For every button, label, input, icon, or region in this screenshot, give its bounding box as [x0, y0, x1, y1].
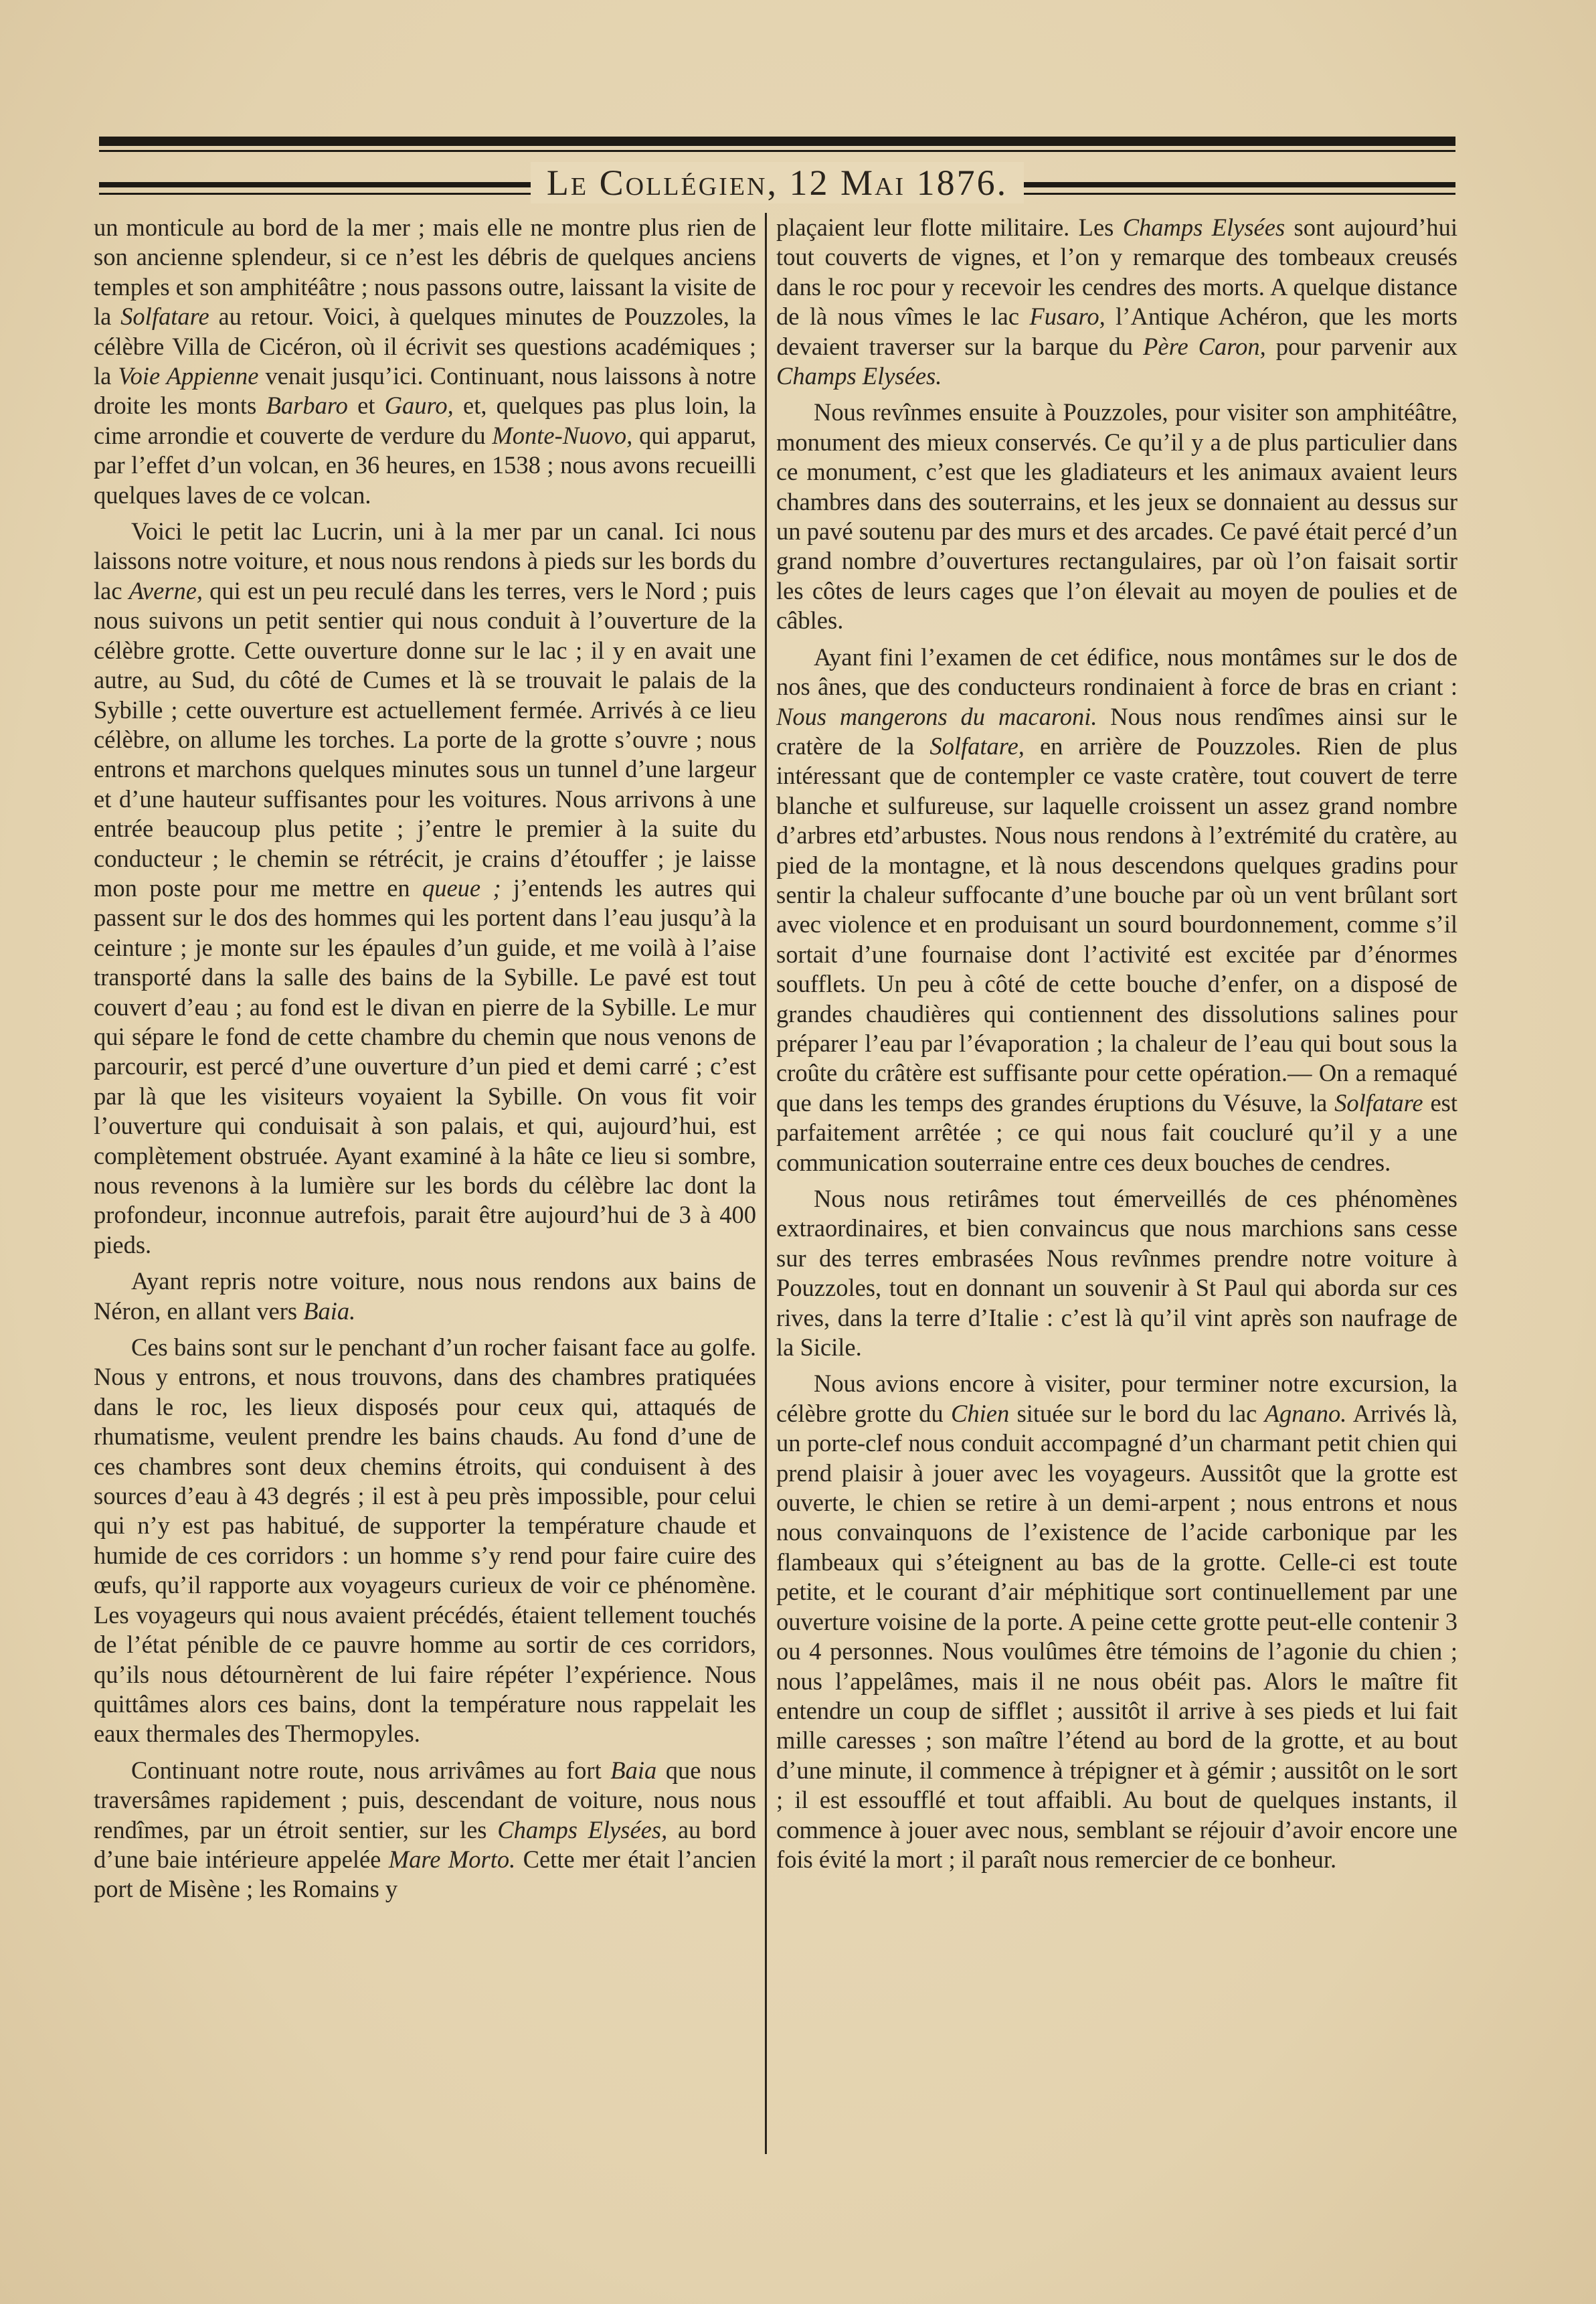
- italic-text: Barbaro: [266, 392, 348, 420]
- header-rule-thick: [99, 137, 1455, 146]
- text: Arrivés là, un porte-clef nous conduit accompagné d’un charmant petit chien qui prend plaisir à jouer avec les voyageurs. Aussitôt que la grotte est ouverte, le chien se retire à un demi-arpent ; nous entrons et nous nous convainquons de l’existence de l’acide carbonique par les flambeaux qui s’éteignent au bas de la grotte. Celle-ci est toute petite, et le courant d’air méphitique sort continuellement par une ouverture voisine de la porte. A peine cette grotte peut-elle contenir 3 ou 4 personnes. Nous voulûmes être témoins de l’agonie du chien ; nous l’appelâmes, mais il ne nous obéit pas. Alors le maître fit entendre un coup de sifflet ; aussitôt il arrive à ses pieds et lui fait mille caresses ; son maître l’étend au bord de la grotte, et au bout d’une minute, il commence à trépigner et à gémir ; aussitôt on le sort ; il est essoufflé et tout affaibli. Au bout de quelques instants, il commence à jouer avec nous, semblant se réjouir d’avoir encore une fois évité la mort ; il paraît nous remercier de ce bonheur.: [776, 1399, 1457, 1873]
- italic-text: Solfatare: [1334, 1088, 1423, 1117]
- text: en arrière de Pouzzoles. Rien de plus intéressant que de contempler ce vaste cratère, tout couvert de terre blanche et sulfureuse, sur laquelle croissent un assez grand nombre d’arbres etd’arbustes. Nous nous rendons à l’extrémité du cratère, au pied de la montagne, et là nous descendons quelques gradins pour sentir la chaleur suffocante d’une bouche par où un vent brûlant sort avec violence et en produisant un sourd bourdonnement, comme s’il sortait d’une fournaise dont l’activité est excitée par d’énormes soufflets. Un peu à côté de cette bouche d’enfer, on a disposé de grandes chaudières qui contiennent des dissolutions salines pour préparer l’eau par l’évaporation ; la chaleur de l’eau qui bout sous la croûte du crâtère est suffisante pour cette opération.— On a remaqué que dans les temps des grandes éruptions du Vésuve, la: [776, 732, 1457, 1117]
- text: qui est un peu reculé dans les terres, vers le Nord ; puis nous suivons un petit sentier qui nous conduit à l’ouverture de la célèbre grotte. Cette ouverture donne sur le lac ; il y en avait une autre, au Sud, du côté de Cumes et là se trouvait le palais de la Sybille ; cette ouverture est actuellement fermée. Arrivés à ce lieu célèbre, on allume les torches. La porte de la grotte s’ouvre ; nous entrons et marchons quelques minutes sous un tunnel d’une largeur et d’une hauteur suffisantes pour les voitures. Nous arrivons à une entrée beaucoup plus petite ; j’entre le premier à la suite du conducteur ; le chemin se rétrécit, je crains d’étouffer ; je laisse mon poste pour me mettre en: [94, 576, 756, 902]
- paragraph: [94, 1756, 756, 1904]
- paragraph: [94, 517, 756, 1260]
- text: sont aujourd’hui tout couverts de vignes, et l’on y remarque des tombeaux creusés dans le roc pour y recevoir les cendres des morts. A quelque distance de là nous vîmes le lac: [776, 214, 1457, 331]
- paragraph: [94, 213, 756, 510]
- italic-text: Champs Elysées,: [497, 1815, 668, 1843]
- paragraph: [776, 398, 1457, 635]
- italic-text: Monte-Nuovo,: [492, 421, 633, 449]
- text: un monticule au bord de la mer ; mais elle ne montre plus rien de son ancienne splendeur, si ce n’est les débris de quelques anciens temples et son amphitéâtre ; nous passons outre, laissant la visite de la: [94, 214, 756, 331]
- text: Ayant fini l’examen de cet édifice, nous montâmes sur le dos de nos ânes, que des conducteurs rondinaient à force de bras en criant :: [776, 643, 1457, 701]
- text: j’entends les autres qui passent sur le dos des hommes qui les portent dans l’eau jusqu’à la ceinture ; je monte sur les épaules d’un guide, et me voilà à l’aise transporté dans la salle des bains de la Sybille. Le pavé est tout couvert d’eau ; au fond est le divan en pierre de la Sybille. Le mur qui sépare le fond de cette chambre du chemin que nous venons de parcourir, est percé d’une ouverture d’un pied et demi carré ; c’est par là que les visiteurs voyaient la Sybille. On vous fit voir l’ouverture qui conduisait à son palais, et qui, aujourd’hui, est complètement obstruée. Ayant examiné à la hâte ce lieu si sombre, nous revenons à la lumière sur les bords du célèbre lac dont la profondeur, inconnue autrefois, parait être aujourd’hui de 3 à 400 pieds.: [94, 874, 756, 1258]
- paragraph: [776, 1184, 1457, 1362]
- text: venait jusqu’ici. Continuant, nous laissons à notre droite les monts: [94, 362, 756, 420]
- text: pour parvenir aux: [1265, 332, 1457, 360]
- italic-text: Agnano.: [1264, 1399, 1347, 1427]
- paragraph: [94, 1333, 756, 1749]
- text: Ayant repris notre voiture, nous nous rendons aux bains de Néron, en allant vers: [94, 1267, 756, 1325]
- italic-text: Gauro,: [384, 392, 454, 420]
- text: au retour. Voici, à quelques minutes de Pouzzoles, la célèbre Villa de Cicéron, où il écrivit ses questions académiques ; la: [94, 303, 756, 390]
- italic-text: Champs Elysées.: [776, 362, 942, 390]
- text: que nous traversâmes rapidement ; puis, descendant de voiture, nous nous rendîmes, par un étroit sentier, sur les: [94, 1756, 756, 1843]
- italic-text: Baia.: [303, 1297, 356, 1325]
- column-divider: [765, 213, 767, 2154]
- text: située sur le bord du lac: [1009, 1399, 1265, 1427]
- paragraph: [776, 1369, 1457, 1874]
- text: Ces bains sont sur le penchant d’un rocher faisant face au golfe. Nous y entrons, et nous trouvons, dans des chambres pratiquées dans le roc, les lieux disposés pour ceux qui, attaqués de rhumatisme, veulent prendre les bains chauds. Au fond d’une de ces chambres sont deux chemins étroits, qui conduisent à des sources d’eau à 43 degrés ; il est à peu près impossible, pour celui qui n’y est pas habitué, de supporter la température chaude et humide de ces corridors : un homme s’y rend pour faire cuire des œufs, qu’il rapporte aux voyageurs curieux de voir ce phénomène. Les voyageurs qui nous avaient précédés, étaient tellement touchés de l’état pénible de ce pauvre homme au sortir de ces corridors, qu’ils nous détournèrent de lui faire répéter l’expérience. Nous quittâmes alors ces bains, dont la température nous rappelait les eaux thermales des Thermopyles.: [94, 1333, 756, 1748]
- italic-text: Solfatare,: [929, 732, 1025, 760]
- italic-text: Voie Appienne: [118, 362, 259, 390]
- text: et, quelques pas plus loin, la cime arrondie et couverte de verdure du: [94, 392, 757, 449]
- paragraph: [776, 643, 1457, 1177]
- text: Nous revînmes ensuite à Pouzzoles, pour visiter son amphitéâtre, monument des mieux conservés. Ce qu’il y a de plus particulier dans ce monument, c’est que les gladiateurs et les animaux avaient leurs chambres dans des souterrains, et les jeux se donnaient au dessus sur un pavé soutenu par des murs et des arcades. Ce pavé était percé d’un grand nombre d’ouvertures rectangulaires, par où l’on faisait sortir les côtes de leurs cages que l’on élevait au moyen de poulies et de câbles.: [776, 398, 1457, 635]
- right-column: [776, 213, 1457, 1874]
- italic-text: Chien: [951, 1399, 1010, 1427]
- text: Nous nous rendîmes ainsi sur le cratère de la: [776, 702, 1457, 760]
- masthead: [99, 159, 1455, 206]
- text: plaçaient leur flotte militaire. Les: [776, 214, 1123, 241]
- text: Nous avions encore à visiter, pour terminer notre excursion, la célèbre grotte du: [776, 1370, 1457, 1427]
- text: au bord d’une baie intérieure appelée: [94, 1815, 757, 1873]
- text: Nous nous retirâmes tout émerveillés de ces phénomènes extraordinaires, et bien convaincus que nous marchions sans cesse sur des terres embrasées Nous revînmes prendre notre voiture à Pouzzoles, tout en donnant un souvenir à St Paul qui aborda sur ces rives, dans la terre d’Italie : c’est là qu’il vint après son naufrage de la Sicile.: [776, 1185, 1457, 1362]
- text: qui apparut, par l’effet d’un volcan, en 36 heures, en 1538 ; nous avons recueilli quelques laves de ce volcan.: [94, 421, 756, 509]
- masthead-title: Le Collégien, 12 Mai 1876.: [531, 162, 1024, 203]
- text: Voici le petit lac Lucrin, uni à la mer par un canal. Ici nous laissons notre voiture, et nous nous rendons à pieds sur les bords du lac: [94, 517, 756, 604]
- italic-text: Baia: [610, 1756, 657, 1784]
- italic-text: Nous mangerons du macaroni.: [776, 702, 1097, 730]
- italic-text: queue ;: [422, 874, 501, 902]
- text: et: [347, 392, 385, 420]
- italic-text: Mare Morto.: [388, 1845, 516, 1873]
- italic-text: Solfatare: [120, 303, 209, 331]
- text: Continuant notre route, nous arrivâmes au fort: [131, 1756, 611, 1784]
- italic-text: Averne,: [128, 576, 203, 604]
- text: est parfaitement arrêtée ; ce qui nous fait coucluré qu’il y a une communication souterraine entre ces deux bouches de cendres.: [776, 1088, 1457, 1176]
- italic-text: Père Caron,: [1143, 332, 1266, 360]
- paragraph: [94, 1266, 756, 1326]
- left-column: [94, 213, 756, 1904]
- text: Cette mer était l’ancien port de Misène ; les Romains y: [94, 1845, 756, 1903]
- italic-text: Champs Elysées: [1122, 214, 1285, 241]
- header-rule-thin: [99, 150, 1455, 152]
- text: l’Antique Achéron, que les morts devaient traverser sur la barque du: [776, 303, 1457, 360]
- paragraph: [776, 213, 1457, 391]
- italic-text: Fusaro,: [1029, 303, 1105, 331]
